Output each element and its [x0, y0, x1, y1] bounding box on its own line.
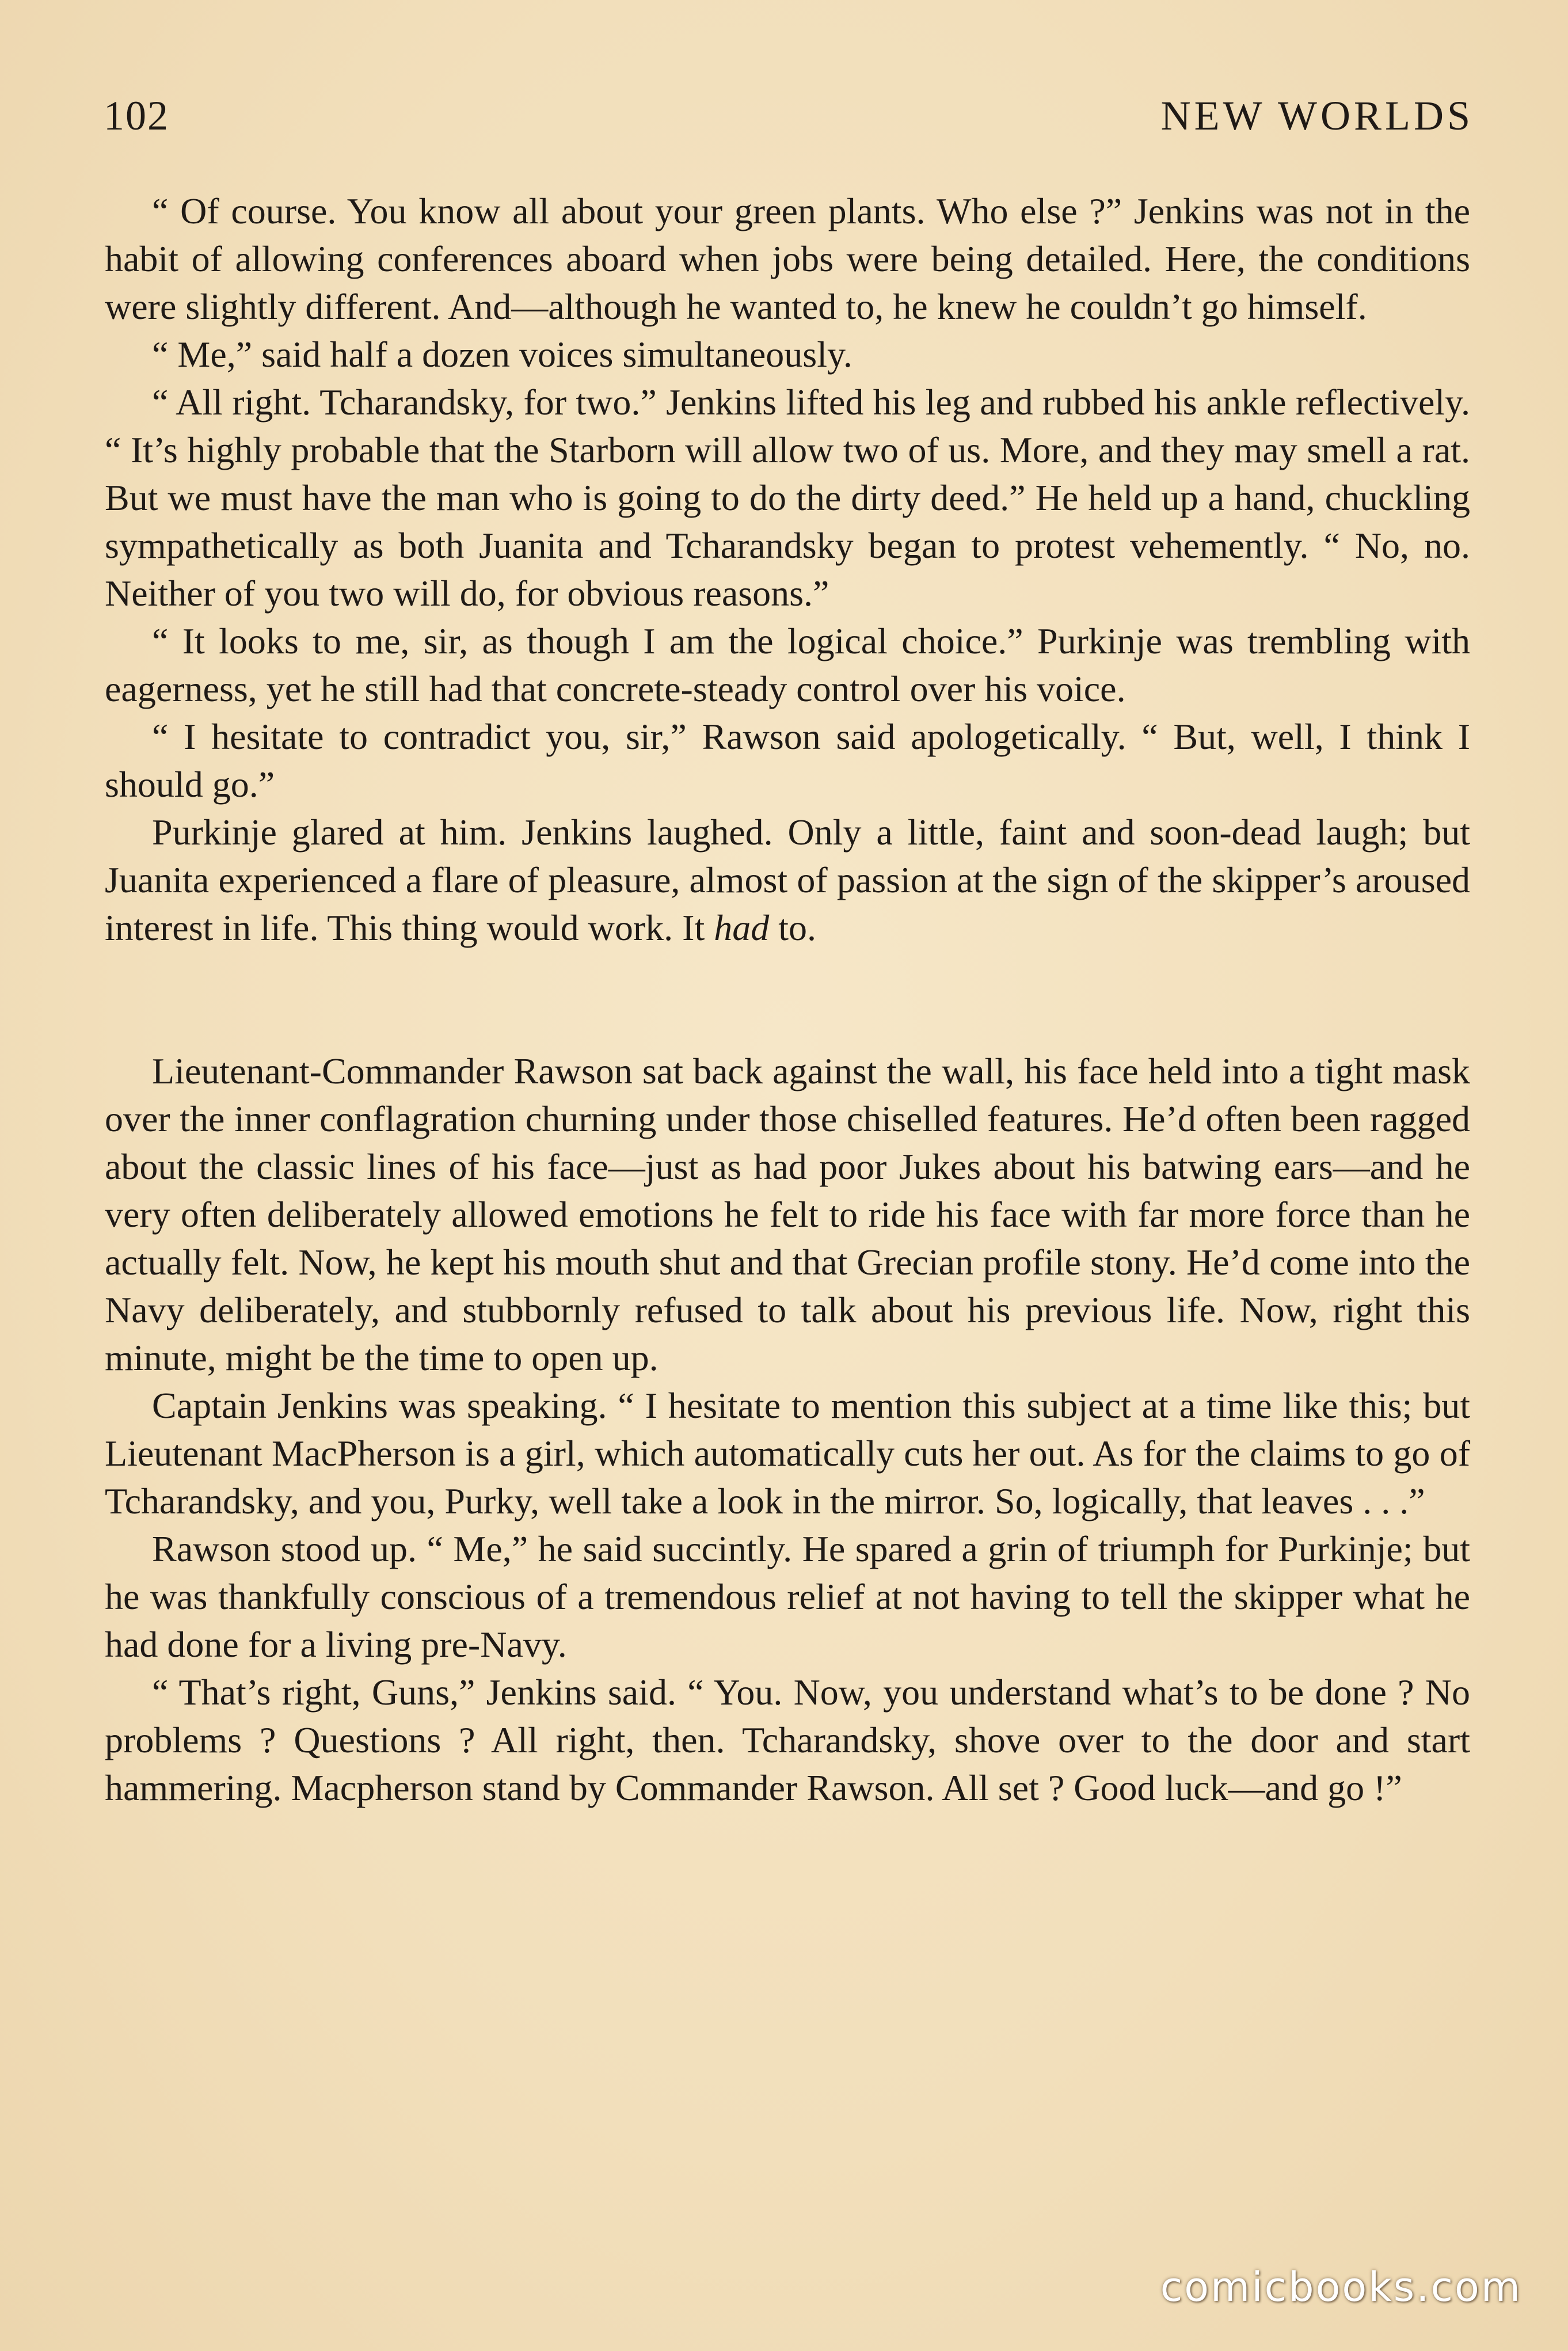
running-title: NEW WORLDS	[1160, 93, 1474, 139]
paragraph: Captain Jenkins was speaking. “ I hesitate to mention this subject at a time like this; but Lieutenant MacPherson is a girl, which automatically cuts her out. As for the claims to go of Tcharandsky, and you, Purky, well take a look in the mirror. So, logically, that leaves . . .”	[105, 1385, 1470, 1521]
paragraph: “ Of course. You know all about your green plants. Who else ?” Jenkins was not in the habit of allowing conferences aboard when jobs were being detailed. Here, the conditions were slightly different. And—although he wanted to, he knew he couldn’t go himself.	[105, 191, 1470, 327]
paragraph: Purkinje glared at him. Jenkins laughed. Only a little, faint and soon-dead laugh; but Juanita experienced a flare of pleasure, almost of passion at the sign of the skipper’s aroused interest in life. This thing would work. It had to.	[105, 812, 1470, 948]
paragraph: Rawson stood up. “ Me,” he said succintly. He spared a grin of triumph for Purkinje; but he was thankfully conscious of a tremendous relief at not having to tell the skipper what he had done for a living pre-Navy.	[105, 1528, 1470, 1665]
body-text	[105, 187, 1470, 1812]
italic-emphasis: had	[714, 907, 770, 948]
paragraph-section-start: Lieutenant-Commander Rawson sat back against the wall, his face held into a tight mask over the inner conflagration churning under those chiselled features. He’d often been ragged about the classic lines of his face—just as had poor Jukes about his batwing ears—and he very often deliberately allowed emotions he felt to ride his face with far more force than he actually felt. Now, he kept his mouth shut and that Grecian profile stony. He’d come into the Navy deliberately, and stubbornly refused to talk about his previous life. Now, right this minute, might be the time to open up.	[105, 1051, 1470, 1378]
paragraph: “ Me,” said half a dozen voices simultaneously.	[152, 334, 852, 375]
paragraph: “ All right. Tcharandsky, for two.” Jenkins lifted his leg and rubbed his ankle reflectively. “ It’s highly probable that the Starborn will allow two of us. More, and they may smell a rat. But we must have the man who is going to do the dirty deed.” He held up a hand, chuckling sympathetically as both Juanita and Tcharandsky began to protest vehemently. “ No, no. Neither of you two will do, for obvious reasons.”	[105, 382, 1470, 614]
site-watermark: comicbooks.com	[1160, 2263, 1522, 2311]
paragraph: “ It looks to me, sir, as though I am the logical choice.” Purkinje was trembling with eagerness, yet he still had that concrete-steady control over his voice.	[105, 621, 1470, 709]
page-header	[104, 86, 1474, 150]
paragraph: “ That’s right, Guns,” Jenkins said. “ You. Now, you understand what’s to be done ? No problems ? Questions ? All right, then. Tcharandsky, shove over to the door and start hammering. Macpherson stand by Commander Rawson. All set ? Good luck—and go !”	[105, 1672, 1470, 1808]
page-number: 102	[104, 93, 169, 139]
paragraph: “ I hesitate to contradict you, sir,” Rawson said apologetically. “ But, well, I think I should go.”	[105, 716, 1470, 805]
